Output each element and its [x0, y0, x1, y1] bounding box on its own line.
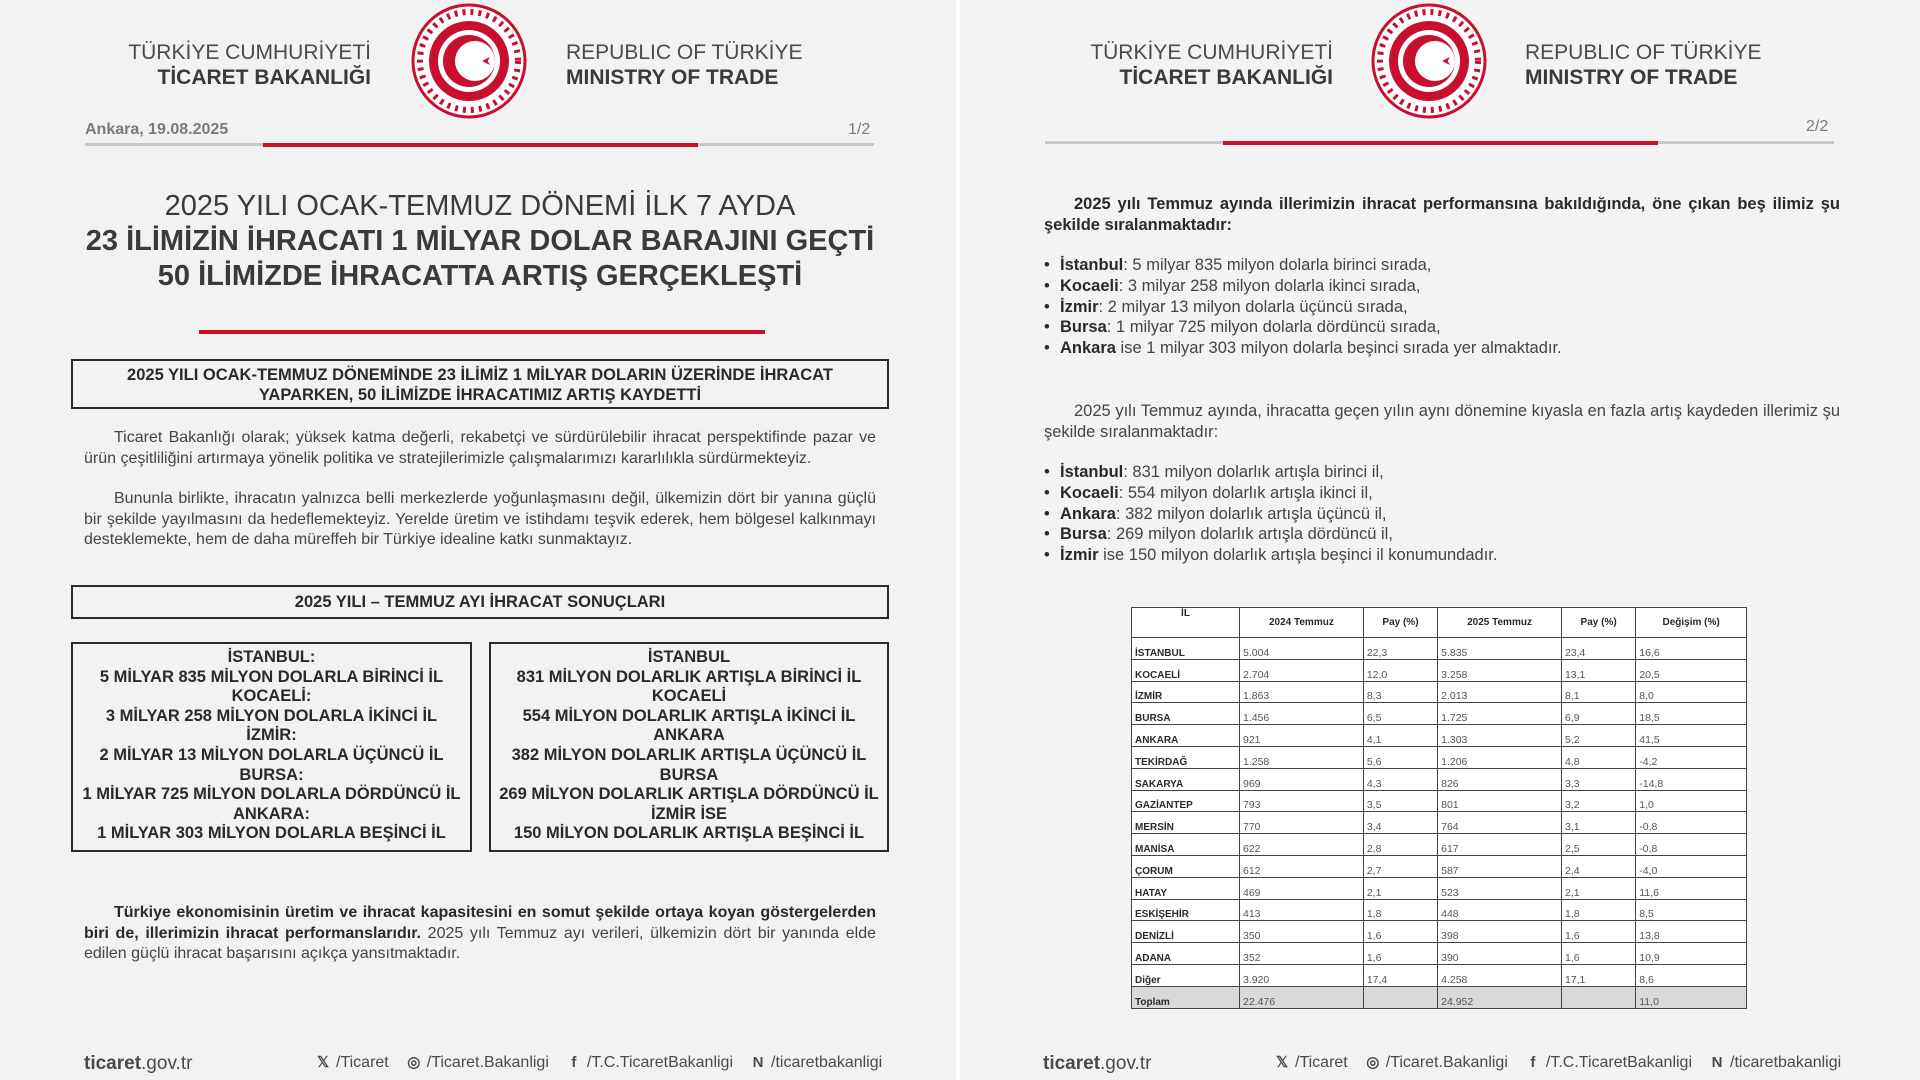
result-line: 3 MİLYAR 258 MİLYON DOLARLA İKİNCİ İL: [105, 706, 438, 725]
table-cell-value: 764: [1438, 812, 1562, 834]
list-item-text: ise 1 milyar 303 milyon dolarla beşinci sırada yer almaktadır.: [1115, 339, 1562, 358]
list-item: [1044, 255, 1840, 276]
table-cell-value: 2,5: [1561, 834, 1635, 856]
table-cell-value: 41,5: [1636, 725, 1747, 747]
column-header: Değişim (%): [1636, 608, 1747, 638]
table-row: [1132, 943, 1747, 965]
page-number: 2/2: [1806, 118, 1829, 135]
table-row: [1132, 659, 1747, 681]
table-cell-value: 1,6: [1561, 943, 1635, 965]
list-item: [1044, 524, 1840, 545]
table-cell-value: 793: [1240, 790, 1364, 812]
table-cell-value: -14,8: [1636, 768, 1747, 790]
facebook-icon: f: [1530, 1054, 1536, 1071]
table-cell-value: -0,8: [1636, 834, 1747, 856]
table-cell-value: 3,3: [1561, 768, 1635, 790]
list-item: [1044, 297, 1840, 318]
table-cell-value: 1,6: [1561, 921, 1635, 943]
table-header-row: [1132, 608, 1747, 638]
social-links: [314, 1054, 882, 1072]
table-cell-value: 3,4: [1363, 812, 1437, 834]
header-rule-accent: [1223, 141, 1658, 145]
table-cell-value: 12,0: [1363, 659, 1437, 681]
table-cell-value: 2,1: [1363, 877, 1437, 899]
table-row: [1132, 812, 1747, 834]
result-line: İSTANBUL:: [227, 648, 316, 666]
table-cell-value: 2.704: [1240, 659, 1364, 681]
ministry-tr-line2: TİCARET BAKANLIĞI: [1119, 66, 1333, 89]
list-item-city: Kocaeli: [1060, 483, 1119, 502]
table-row: [1132, 768, 1747, 790]
table-cell-value: 8,1: [1561, 681, 1635, 703]
website-link-bold: ticaret: [84, 1053, 142, 1074]
result-line: ANKARA: [653, 726, 725, 745]
ministry-tr-line1: TÜRKİYE CUMHURİYETİ: [128, 41, 371, 64]
ministry-seal-logo: [1370, 2, 1488, 120]
table-cell-value: 1.456: [1240, 703, 1364, 725]
result-line: 2 MİLYAR 13 MİLYON DOLARLA ÜÇÜNCÜ İL: [99, 745, 444, 764]
result-line: 269 MİLYON DOLARLIK ARTIŞLA DÖRDÜNCÜ İL: [499, 785, 879, 804]
table-cell-value: 1,0: [1636, 790, 1747, 812]
table-cell-value: 3.920: [1240, 964, 1364, 986]
table-cell-value: 1.258: [1240, 746, 1364, 768]
list-item: [1044, 504, 1840, 525]
intro-paragraph-2-text: 2025 yılı Temmuz ayında, ihracatta geçen yılın aynı dönemine kıyasla en fazla artış kaydeden illerimiz şu şekilde sıralanmaktadır:: [1044, 402, 1840, 441]
table-cell-value: 1.863: [1240, 681, 1364, 703]
list-item: [1044, 276, 1840, 297]
table-cell-value: 6,5: [1363, 703, 1437, 725]
table-row: [1132, 855, 1747, 877]
table-row: [1132, 725, 1747, 747]
instagram-icon: ◎: [407, 1054, 421, 1071]
intro-paragraph-1-text: 2025 yılı Temmuz ayında illerimizin ihracat performansına bakıldığında, öne çıkan beş ilimiz şu şekilde sıralanmaktadır:: [1044, 195, 1840, 234]
province-exports-table: [1131, 607, 1747, 1009]
result-line: İSTANBUL: [647, 648, 731, 666]
list-item-text: : 2 milyar 13 milyon dolarla üçüncü sırada,: [1098, 297, 1408, 316]
list-item-text: : 382 milyon dolarlık artışla üçüncü il,: [1115, 504, 1387, 523]
column-header: 2025 Temmuz: [1438, 608, 1562, 638]
social-x-link[interactable]: /Ticaret: [1295, 1054, 1348, 1071]
table-cell-value: 1,8: [1363, 899, 1437, 921]
result-line: KOCAELİ: [651, 687, 727, 706]
ministry-name-en: [1525, 40, 1825, 90]
title-line-1: 2025 YILI OCAK-TEMMUZ DÖNEMİ İLK 7 AYDA: [164, 190, 796, 222]
table-body: [1132, 638, 1747, 1009]
table-cell-province: MERSİN: [1132, 812, 1240, 834]
table-cell-value: 20,5: [1636, 659, 1747, 681]
x-icon: 𝕏: [316, 1054, 330, 1071]
table-cell-value: 770: [1240, 812, 1364, 834]
table-cell-value: 5,2: [1561, 725, 1635, 747]
results-growth-leaders: [489, 642, 889, 852]
column-header: Pay (%): [1363, 608, 1437, 638]
list-item-city: İstanbul: [1060, 256, 1124, 274]
table-cell-value: 2,7: [1363, 855, 1437, 877]
table-row: [1132, 790, 1747, 812]
ministry-tr-line2: TİCARET BAKANLIĞI: [157, 66, 371, 89]
table-cell-province: ANKARA: [1132, 725, 1240, 747]
column-header: 2024 Temmuz: [1240, 608, 1364, 638]
header-rule-accent: [263, 143, 698, 147]
table-cell-value: 413: [1240, 899, 1364, 921]
results-box-title: 2025 YILI – TEMMUZ AYI İHRACAT SONUÇLARI: [71, 585, 889, 619]
title-divider: [199, 330, 765, 334]
ministry-en-line2: MINISTRY OF TRADE: [1525, 66, 1738, 89]
table-cell-value: 8,3: [1363, 681, 1437, 703]
list-item-text: : 5 milyar 835 milyon dolarla birinci sırada,: [1123, 256, 1432, 274]
table-cell-province: MANİSA: [1132, 834, 1240, 856]
table-cell-province: ÇORUM: [1132, 855, 1240, 877]
result-line: BURSA: [659, 765, 719, 784]
instagram-icon: ◎: [1366, 1054, 1380, 1071]
table-cell-value: 11,6: [1636, 877, 1747, 899]
social-instagram-link[interactable]: /Ticaret.Bakanligi: [426, 1054, 549, 1071]
table-cell-value: 801: [1438, 790, 1562, 812]
list-item-city: İstanbul: [1060, 463, 1124, 481]
table-cell-value: 612: [1240, 855, 1364, 877]
website-link-rest: .gov.tr: [141, 1053, 193, 1074]
table-cell-value: 4.258: [1438, 964, 1562, 986]
table-cell-province: DENİZLİ: [1132, 921, 1240, 943]
headline-box-line2: YAPARKEN, 50 İLİMİZDE İHRACATIMIZ ARTIŞ KAYDETTİ: [258, 386, 702, 404]
table-row: [1132, 746, 1747, 768]
list-item-text: : 3 milyar 258 milyon dolarla ikinci sırada,: [1118, 276, 1421, 295]
result-line: 831 MİLYON DOLARLIK ARTIŞLA BİRİNCİ İL: [516, 667, 862, 686]
table-row: [1132, 986, 1747, 1008]
list-item-text: ise 150 milyon dolarlık artışla beşinci il konumundadır.: [1098, 546, 1498, 565]
closing-bold-text: Türkiye ekonomisinin üretim ve ihracat kapasitesini en somut şekilde ortaya koyan göstergelerden biri de, illerimizin ihracat performanslarıdır.: [84, 904, 876, 942]
table-cell-value: 22,3: [1363, 638, 1437, 660]
table-row: [1132, 964, 1747, 986]
website-link[interactable]: [84, 1053, 192, 1075]
table-cell-value: [1561, 986, 1635, 1008]
table-cell-value: 1.725: [1438, 703, 1562, 725]
table-cell-value: [1363, 986, 1437, 1008]
page-number: 1/2: [848, 121, 871, 138]
table-cell-value: 10,9: [1636, 943, 1747, 965]
list-item-city: Ankara: [1060, 504, 1116, 523]
table-cell-province: İZMİR: [1132, 681, 1240, 703]
table-cell-value: 826: [1438, 768, 1562, 790]
table-cell-value: 1,6: [1363, 943, 1437, 965]
headline-box-line1: 2025 YILI OCAK-TEMMUZ DÖNEMİNDE 23 İLİMİZ 1 MİLYAR DOLARIN ÜZERİNDE İHRACAT: [127, 366, 833, 384]
table-cell-value: 969: [1240, 768, 1364, 790]
facebook-icon: f: [571, 1054, 577, 1071]
table-cell-value: 11,0: [1636, 986, 1747, 1008]
social-nsosyal-link[interactable]: /ticaretbakanligi: [771, 1054, 883, 1071]
paragraph-2-text: Bununla birlikte, ihracatın yalnızca belli merkezlerde yoğunlaşmasını değil, ülkemizin dört bir yanına güçlü bir şekilde yayılmasını da hedeflemekteyiz. Yerelde üretim ve istihdamı teşvik ederek, hem bölgesel kalkınmayı desteklemekte, hem de daha müreffeh bir Türkiye idealine katkı sunmaktayız.: [84, 490, 876, 548]
table-cell-province: KOCAELİ: [1132, 659, 1240, 681]
table-cell-value: 352: [1240, 943, 1364, 965]
table-cell-value: 13,1: [1561, 659, 1635, 681]
result-line: KOCAELİ:: [231, 687, 312, 706]
ministry-seal-logo: [410, 2, 528, 120]
list-item-text: : 1 milyar 725 milyon dolarla dördüncü sırada,: [1106, 318, 1441, 337]
table-row: [1132, 703, 1747, 725]
table-cell-value: 17,1: [1561, 964, 1635, 986]
ministry-name-en: [566, 40, 866, 90]
table-cell-value: 587: [1438, 855, 1562, 877]
paragraph-2: [84, 489, 876, 551]
website-link[interactable]: [1043, 1053, 1151, 1075]
title-line-3: 50 İLİMİZDE İHRACATTA ARTIŞ GERÇEKLEŞTİ: [157, 260, 803, 292]
result-line: 150 MİLYON DOLARLIK ARTIŞLA BEŞİNCİ İL: [513, 824, 865, 843]
table-cell-value: 617: [1438, 834, 1562, 856]
list-item-city: İzmir: [1060, 546, 1099, 565]
table-row: [1132, 921, 1747, 943]
ministry-en-line1: REPUBLIC OF TÜRKİYE: [566, 41, 803, 64]
table-cell-value: 2,4: [1561, 855, 1635, 877]
table-row: [1132, 681, 1747, 703]
closing-paragraph: [84, 903, 876, 965]
table-cell-value: 622: [1240, 834, 1364, 856]
social-instagram-link[interactable]: /Ticaret.Bakanligi: [1385, 1054, 1508, 1071]
nsosyal-icon: N: [752, 1054, 764, 1071]
table-cell-value: -0,8: [1636, 812, 1747, 834]
table-cell-value: 469: [1240, 877, 1364, 899]
table-cell-value: -4,2: [1636, 746, 1747, 768]
table-cell-province: İSTANBUL: [1132, 638, 1240, 660]
list-item-text: : 269 milyon dolarlık artışla dördüncü il,: [1106, 525, 1393, 544]
list-item: [1044, 462, 1840, 483]
table-cell-value: 5.004: [1240, 638, 1364, 660]
document-page-2: [960, 0, 1920, 1080]
table-cell-value: 921: [1240, 725, 1364, 747]
table-cell-value: 8,6: [1636, 964, 1747, 986]
table-cell-province: Toplam: [1132, 986, 1240, 1008]
table-cell-value: 2,1: [1561, 877, 1635, 899]
table-cell-value: 5.835: [1438, 638, 1562, 660]
result-line: BURSA:: [239, 765, 304, 784]
table-cell-province: BURSA: [1132, 703, 1240, 725]
table-cell-value: 448: [1438, 899, 1562, 921]
table-cell-province: HATAY: [1132, 877, 1240, 899]
table-cell-value: 1,8: [1561, 899, 1635, 921]
table-cell-value: 350: [1240, 921, 1364, 943]
table-cell-value: 398: [1438, 921, 1562, 943]
table-cell-value: 1.206: [1438, 746, 1562, 768]
table-cell-province: SAKARYA: [1132, 768, 1240, 790]
results-export-leaders: [71, 642, 472, 852]
table-cell-value: 13,8: [1636, 921, 1747, 943]
table-cell-value: 17,4: [1363, 964, 1437, 986]
table-cell-value: 1,6: [1363, 921, 1437, 943]
top-exporters-list: [1044, 255, 1840, 359]
column-header: Pay (%): [1561, 608, 1635, 638]
table-cell-value: 3,5: [1363, 790, 1437, 812]
list-item-text: : 831 milyon dolarlık artışla birinci il,: [1123, 463, 1384, 481]
social-facebook-link[interactable]: /T.C.TicaretBakanligi: [1545, 1054, 1692, 1071]
intro-paragraph-2: [1044, 401, 1840, 442]
result-line: İZMİR:: [246, 726, 297, 745]
table-cell-province: ESKİŞEHİR: [1132, 899, 1240, 921]
top-growth-list: [1044, 462, 1840, 566]
table-cell-value: 22.476: [1240, 986, 1364, 1008]
table-cell-province: ADANA: [1132, 943, 1240, 965]
result-line: 5 MİLYAR 835 MİLYON DOLARLA BİRİNCİ İL: [99, 667, 444, 686]
result-line: 382 MİLYON DOLARLIK ARTIŞLA ÜÇÜNCÜ İL: [511, 745, 867, 764]
result-line: 1 MİLYAR 725 MİLYON DOLARLA DÖRDÜNCÜ İL: [82, 785, 461, 804]
list-item-city: Bursa: [1060, 318, 1107, 337]
list-item-text: : 554 milyon dolarlık artışla ikinci il,: [1118, 483, 1373, 502]
table-cell-value: 1.303: [1438, 725, 1562, 747]
table-cell-value: 4,8: [1561, 746, 1635, 768]
table-cell-value: 2.013: [1438, 681, 1562, 703]
table-row: [1132, 638, 1747, 660]
table-cell-value: 6,9: [1561, 703, 1635, 725]
list-item: [1044, 317, 1840, 338]
ministry-tr-line1: TÜRKİYE CUMHURİYETİ: [1090, 41, 1333, 64]
list-item: [1044, 545, 1840, 566]
table-cell-value: 23,4: [1561, 638, 1635, 660]
title-line-2: 23 İLİMİZİN İHRACATI 1 MİLYAR DOLAR BARAJINI GEÇTİ: [85, 225, 875, 257]
table-cell-value: 3,2: [1561, 790, 1635, 812]
ministry-en-line2: MINISTRY OF TRADE: [566, 66, 779, 89]
result-line: 1 MİLYAR 303 MİLYON DOLARLA BEŞİNCİ İL: [97, 824, 446, 843]
headline-box: [71, 359, 889, 409]
social-links: [1273, 1054, 1841, 1072]
table-cell-value: 4,1: [1363, 725, 1437, 747]
table-cell-value: 5,6: [1363, 746, 1437, 768]
table-cell-value: 24.952: [1438, 986, 1562, 1008]
table-cell-value: 18,5: [1636, 703, 1747, 725]
website-link-rest: .gov.tr: [1100, 1053, 1152, 1074]
list-item-city: Kocaeli: [1060, 276, 1119, 295]
column-header: İL: [1132, 608, 1240, 638]
table-cell-value: 3.258: [1438, 659, 1562, 681]
website-link-bold: ticaret: [1043, 1053, 1101, 1074]
table-row: [1132, 877, 1747, 899]
table-row: [1132, 899, 1747, 921]
table-cell-value: 8,0: [1636, 681, 1747, 703]
table-cell-province: Diğer: [1132, 964, 1240, 986]
ministry-en-line1: REPUBLIC OF TÜRKİYE: [1525, 41, 1762, 64]
table-cell-value: -4,0: [1636, 855, 1747, 877]
closing-regular-text: 2025 yılı Temmuz ayı verileri, ülkemizin dört bir yanında elde edilen güçlü ihracat başarısını açıkça yansıtmaktadır.: [84, 924, 876, 962]
intro-paragraph-1: [1044, 194, 1840, 235]
table-cell-province: TEKİRDAĞ: [1132, 746, 1240, 768]
social-x-link[interactable]: /Ticaret: [336, 1054, 389, 1071]
list-item-city: Bursa: [1060, 525, 1107, 544]
table-cell-value: 8,5: [1636, 899, 1747, 921]
table-cell-value: 3,1: [1561, 812, 1635, 834]
ministry-name-tr: [1053, 40, 1333, 90]
paragraph-1: [84, 428, 876, 469]
table-cell-province: GAZİANTEP: [1132, 790, 1240, 812]
social-facebook-link[interactable]: /T.C.TicaretBakanligi: [586, 1054, 733, 1071]
table-cell-value: 4,3: [1363, 768, 1437, 790]
table-row: [1132, 834, 1747, 856]
press-release-date: Ankara, 19.08.2025: [85, 121, 229, 138]
table-cell-value: 390: [1438, 943, 1562, 965]
nsosyal-icon: N: [1711, 1054, 1723, 1071]
result-line: 554 MİLYON DOLARLIK ARTIŞLA İKİNCİ İL: [522, 706, 856, 725]
result-line: İZMİR İSE: [650, 804, 728, 823]
list-item: [1044, 483, 1840, 504]
table-cell-value: 16,6: [1636, 638, 1747, 660]
list-item-city: İzmir: [1060, 297, 1099, 316]
ministry-name-tr: [91, 40, 371, 90]
table-cell-value: 2,8: [1363, 834, 1437, 856]
list-item: [1044, 338, 1840, 359]
table-cell-value: 523: [1438, 877, 1562, 899]
social-nsosyal-link[interactable]: /ticaretbakanligi: [1730, 1054, 1842, 1071]
paragraph-1-text: Ticaret Bakanlığı olarak; yüksek katma değerli, rekabetçi ve sürdürülebilir ihracat perspektifinde pazar ve ürün çeşitliliğini artırmaya yönelik politika ve stratejilerimizle çalışmalarımızı kararlılıkla sürdürmekteyiz.: [84, 429, 876, 467]
x-icon: 𝕏: [1275, 1054, 1289, 1071]
list-item-city: Ankara: [1060, 339, 1116, 358]
result-line: ANKARA:: [233, 804, 310, 823]
